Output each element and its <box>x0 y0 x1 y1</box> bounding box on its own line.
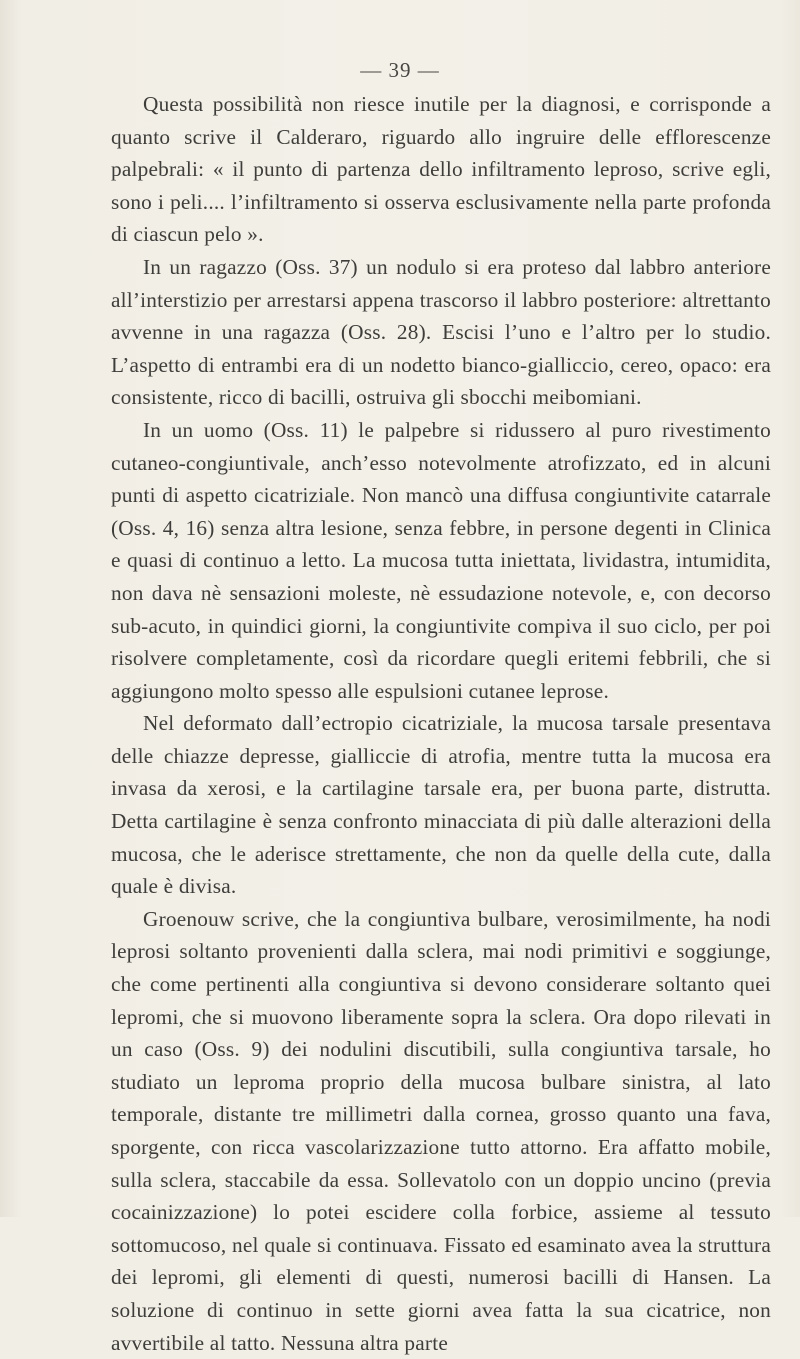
paragraph-4: Nel deformato dall’ectropio cicatriziale, la mucosa tarsale presentava delle chiazze depresse, gialliccie di atrofia, mentre tutta la mucosa era invasa da xerosi, e la cartilagine tarsale era, per buona parte, distrutta. Detta cartilagine è senza confronto minacciata di più dalle alterazioni della mucosa, che le aderisce strettamente, che non da quelle della cute, dalla quale è divisa. <box>111 711 771 899</box>
page-body <box>111 88 771 1359</box>
paragraph-3: In un uomo (Oss. 11) le palpebre si ridussero al puro rivestimento cutaneo-congiuntivale, anch’esso notevolmente atrofizzato, ed in alcuni punti di aspetto cicatriziale. Non mancò una diffusa congiuntivite catarrale (Oss. 4, 16) senza altra lesione, senza febbre, in persone degenti in Clinica e quasi di continuo a letto. La mucosa tutta iniettata, lividastra, intumidita, non dava nè sensazioni moleste, nè essudazione notevole, e, con decorso sub-acuto, in quindici giorni, la congiuntivite compiva il suo ciclo, per poi risolvere completamente, così da ricordare quegli eritemi febbrili, che si aggiungono molto spesso alle espulsioni cutanee leprose. <box>111 417 771 703</box>
paragraph-5: Groenouw scrive, che la congiuntiva bulbare, verosimilmente, ha nodi leprosi soltanto provenienti dalla sclera, mai nodi primitivi e soggiunge, che come pertinenti alla congiuntiva si devono considerare soltanto quei lepromi, che si muovono liberamente sopra la sclera. Ora dopo rilevati in un caso (Oss. 9) dei nodulini discutibili, sulla congiuntiva tarsale, ho studiato un leproma proprio della mucosa bulbare sinistra, al lato temporale, distante tre millimetri dalla cornea, grosso quanto una fava, sporgente, con ricca vascolarizzazione tutto attorno. Era affatto mobile, sulla sclera, staccabile da essa. Sollevatolo con un doppio uncino (previa cocainizzazione) lo potei escidere colla forbice, assieme al tessuto sottomucoso, nel quale si continuava. Fissato ed esaminato avea la struttura dei lepromi, gli elementi di questi, numerosi bacilli di Hansen. La soluzione di continuo in sette giorni avea fatta la sua cicatrice, non avvertibile al tatto. Nessuna altra parte <box>111 906 771 1355</box>
page-number-header: — 39 — <box>360 58 440 82</box>
paragraph-1: Questa possibilità non riesce inutile per la diagnosi, e corrisponde a quanto scrive il Calderaro, riguardo allo ingruire delle efflorescenze palpebrali: « il punto di partenza dello infiltramento leproso, scrive egli, sono i peli.... l’infiltramento si osserva esclusivamente nella parte profonda di ciascun pelo ». <box>111 92 771 247</box>
paragraph-2: In un ragazzo (Oss. 37) un nodulo si era proteso dal labbro anteriore all’interstizio per arrestarsi appena trascorso il labbro posteriore: altrettanto avvenne in una ragazza (Oss. 28). Escisi l’uno e l’altro per lo studio. L’aspetto di entrambi era di un nodetto bianco-gialliccio, cereo, opaco: era consistente, ricco di bacilli, ostruiva gli sbocchi meibomiani. <box>111 254 771 410</box>
